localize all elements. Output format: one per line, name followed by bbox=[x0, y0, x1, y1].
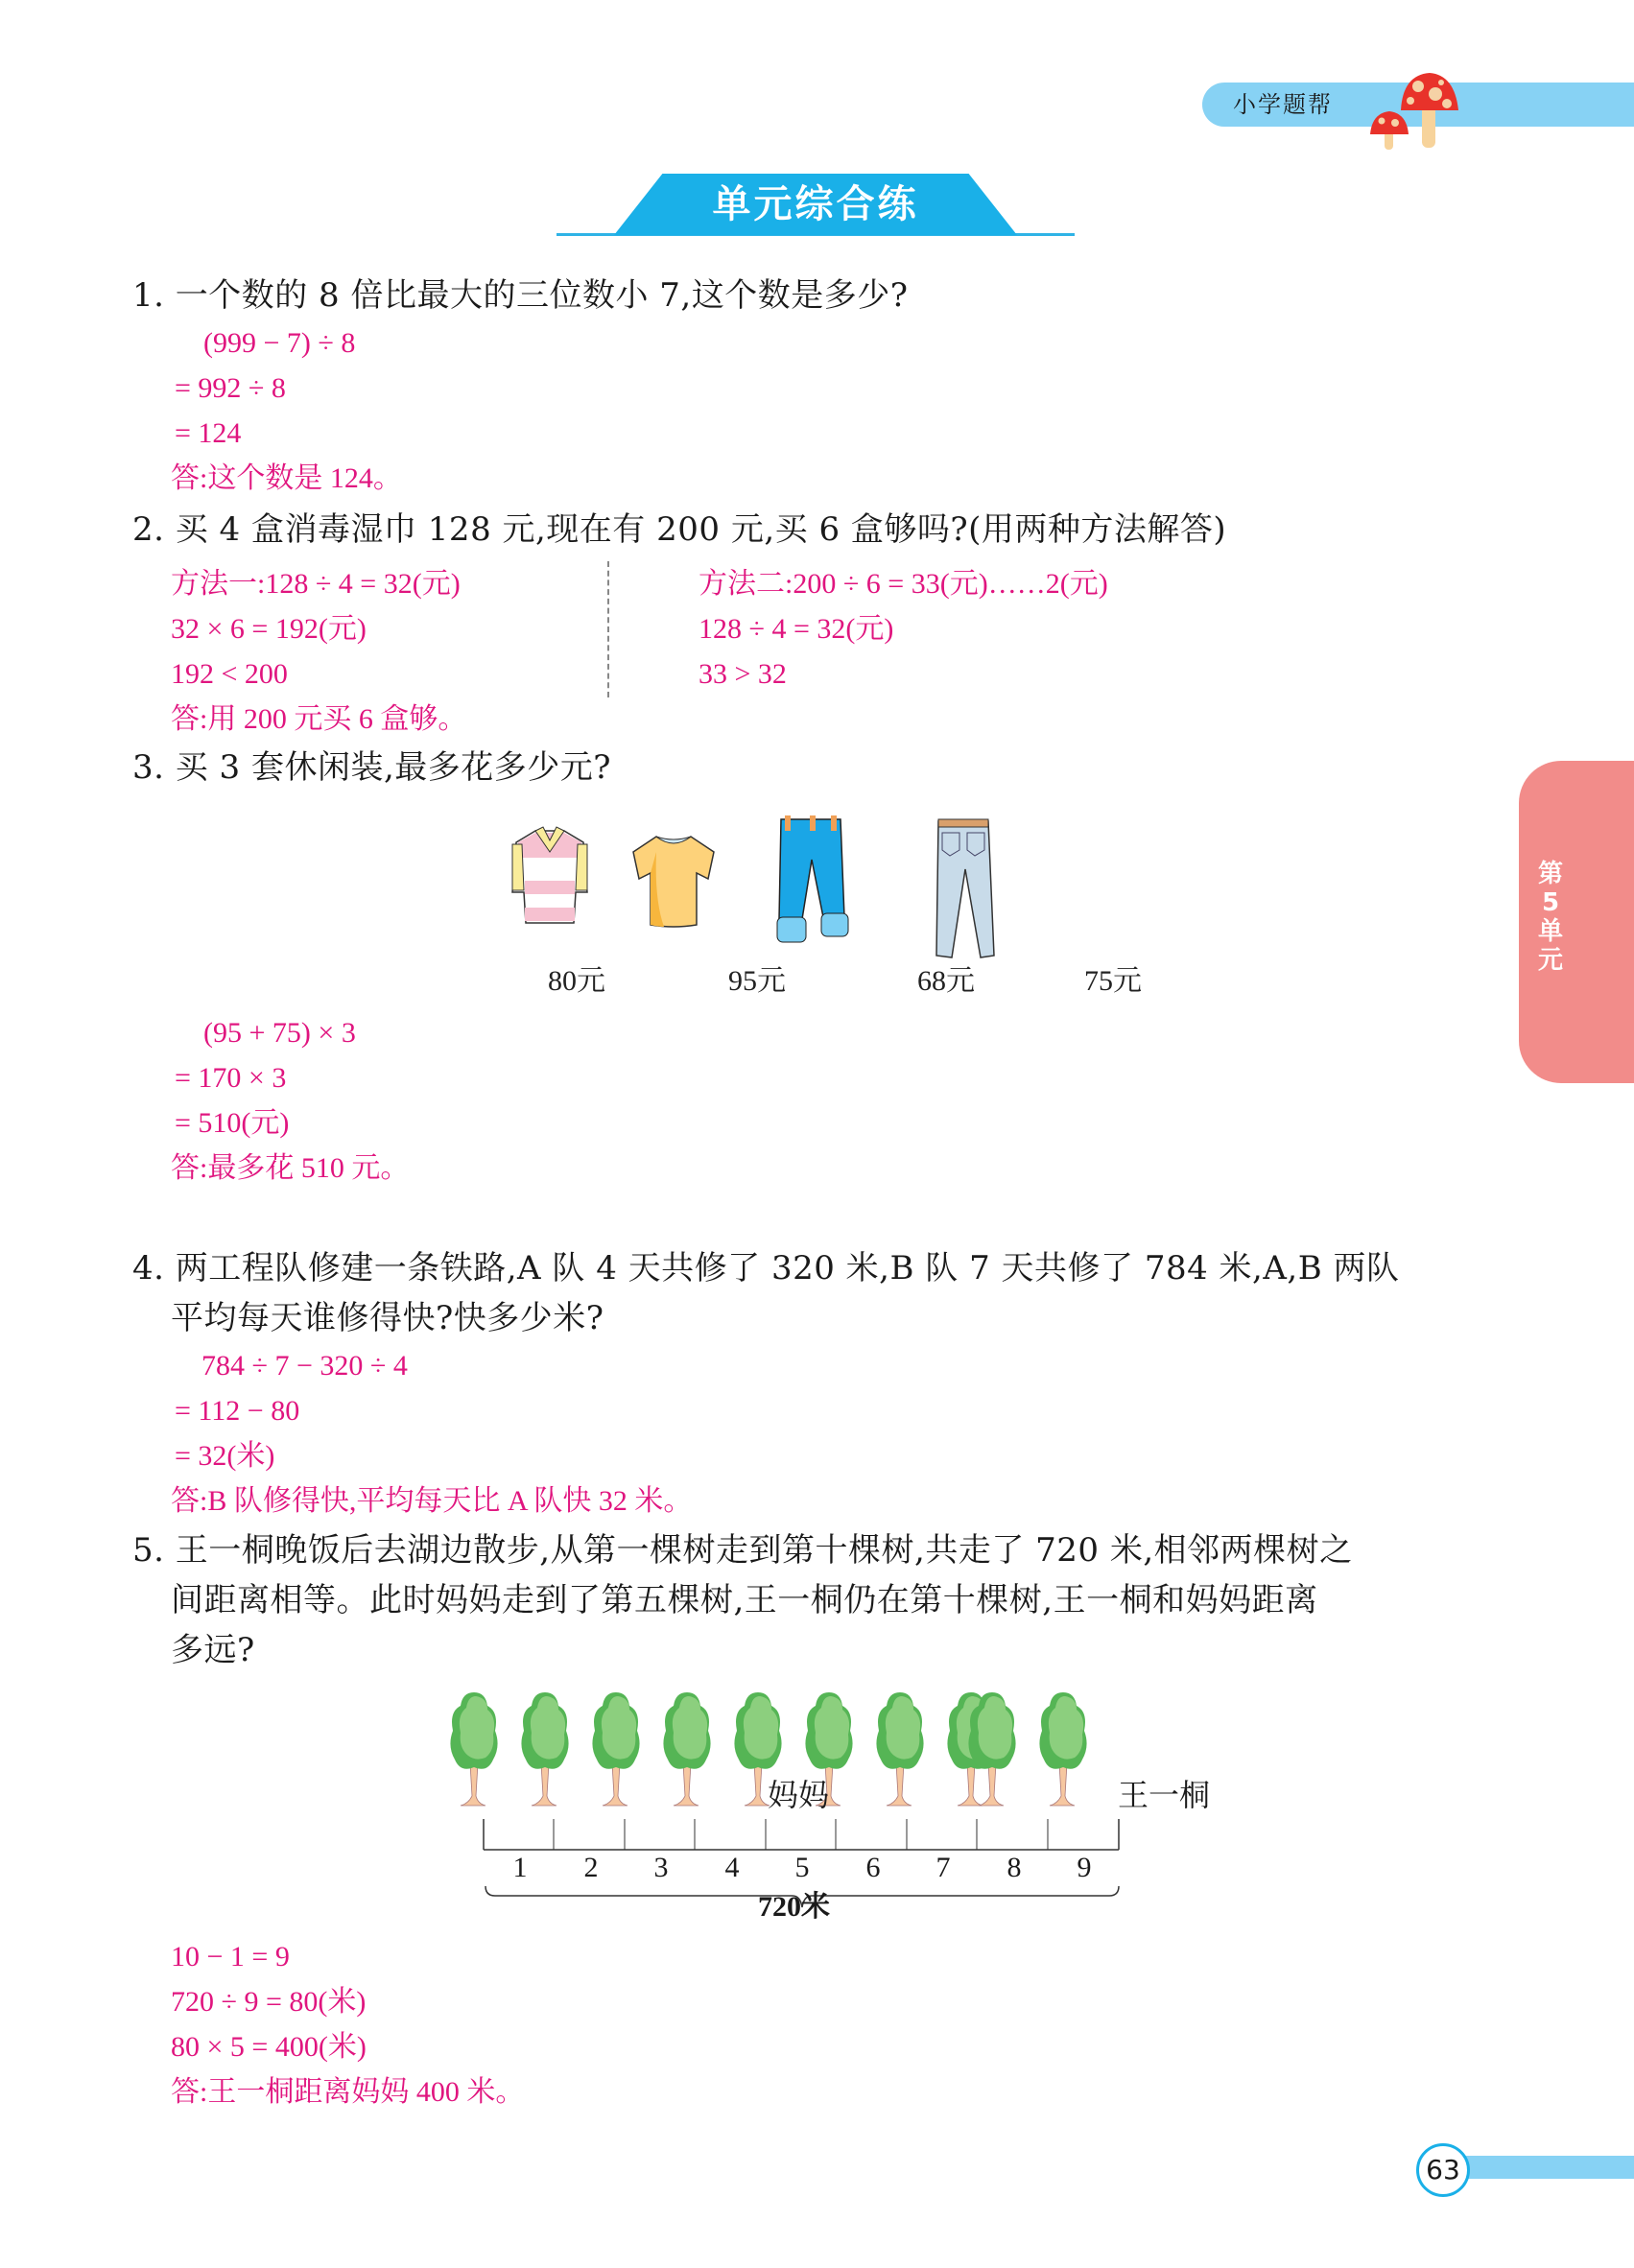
interval-label: 6 bbox=[865, 1852, 881, 1883]
unit-label-char: 5 bbox=[1541, 888, 1560, 917]
interval-label: 1 bbox=[512, 1852, 528, 1883]
q5-step: 80 × 5 = 400(米) bbox=[171, 2031, 367, 2063]
brand-name: 小学题帮 bbox=[1233, 91, 1333, 118]
q4-step: = 32(米) bbox=[175, 1440, 275, 1472]
question-4-line1: 4. 两工程队修建一条铁路,A 队 4 天共修了 320 米,B 队 7 天共修了 784 米,A,B 两队 bbox=[132, 1249, 1400, 1288]
q3-step: = 170 × 3 bbox=[175, 1062, 287, 1094]
interval-label: 9 bbox=[1077, 1852, 1092, 1883]
unit-label bbox=[1533, 860, 1568, 975]
light-blue-jeans-icon bbox=[925, 812, 1002, 961]
q2-method1-step: 32 × 6 = 192(元) bbox=[171, 613, 367, 645]
q2-answer: 答:用 200 元买 6 盒够。 bbox=[171, 703, 467, 735]
orange-t-shirt-icon bbox=[626, 823, 722, 931]
q4-step: = 112 − 80 bbox=[175, 1395, 300, 1427]
q2-method2-step: 33 > 32 bbox=[699, 658, 787, 690]
interval-label: 5 bbox=[794, 1852, 810, 1883]
q3-step: = 510(元) bbox=[175, 1107, 290, 1139]
q1-step: (999 − 7) ÷ 8 bbox=[203, 327, 356, 359]
mushroom-icon bbox=[1353, 58, 1468, 154]
q2-method1-step: 192 < 200 bbox=[171, 658, 288, 690]
unit-label-char: 单 bbox=[1537, 917, 1563, 946]
interval-label: 2 bbox=[583, 1852, 599, 1883]
question-5-line1: 5. 王一桐晚饭后去湖边散步,从第一棵树走到第十棵树,共走了 720 米,相邻两棵树之 bbox=[132, 1531, 1353, 1570]
q3-step: (95 + 75) × 3 bbox=[203, 1017, 356, 1049]
price-label: 80元 bbox=[548, 965, 605, 997]
interval-label: 8 bbox=[1006, 1852, 1022, 1883]
question-4-line2: 平均每天谁修得快?快多少米? bbox=[171, 1299, 604, 1337]
q2-method2-step: 128 ÷ 4 = 32(元) bbox=[699, 613, 894, 645]
interval-label: 3 bbox=[653, 1852, 669, 1883]
q2-method1-step: 方法一:128 ÷ 4 = 32(元) bbox=[171, 568, 461, 600]
price-label: 68元 bbox=[917, 965, 975, 997]
total-distance-label: 720米 bbox=[758, 1891, 830, 1923]
q1-step: = 124 bbox=[175, 417, 242, 449]
method-divider bbox=[607, 561, 609, 697]
q3-answer: 答:最多花 510 元。 bbox=[171, 1152, 410, 1184]
question-1: 1. 一个数的 8 倍比最大的三位数小 7,这个数是多少? bbox=[132, 276, 909, 315]
q5-answer: 答:王一桐距离妈妈 400 米。 bbox=[171, 2076, 525, 2108]
blue-jeans-rolled-icon bbox=[768, 812, 854, 948]
footer-bar bbox=[1458, 2156, 1634, 2179]
tree-9-icon bbox=[965, 1689, 1032, 1813]
tree-row bbox=[447, 1689, 1042, 1813]
q4-answer: 答:B 队修得快,平均每天比 A 队快 32 米。 bbox=[171, 1485, 693, 1517]
price-label: 75元 bbox=[1084, 965, 1142, 997]
q5-step: 720 ÷ 9 = 80(米) bbox=[171, 1986, 367, 2018]
q5-step: 10 − 1 = 9 bbox=[171, 1941, 290, 1973]
q4-step: 784 ÷ 7 − 320 ÷ 4 bbox=[201, 1350, 408, 1382]
wang-label: 王一桐 bbox=[1118, 1777, 1211, 1813]
page-number: 63 bbox=[1416, 2143, 1470, 2197]
interval-label: 7 bbox=[935, 1852, 951, 1883]
q1-step: = 992 ÷ 8 bbox=[175, 372, 286, 404]
q2-method2-step: 方法二:200 ÷ 6 = 33(元)……2(元) bbox=[699, 568, 1108, 600]
question-5-line2: 间距离相等。此时妈妈走到了第五棵树,王一桐仍在第十棵树,王一桐和妈妈距离 bbox=[171, 1581, 1318, 1619]
tree-10-icon bbox=[1036, 1689, 1103, 1813]
price-label: 95元 bbox=[728, 965, 786, 997]
unit-label-char: 第 bbox=[1537, 860, 1563, 888]
section-title: 单元综合练 bbox=[712, 182, 919, 226]
question-5-line3: 多远? bbox=[171, 1631, 255, 1669]
striped-polo-shirt-icon bbox=[507, 823, 593, 931]
mom-label: 妈妈 bbox=[768, 1777, 830, 1813]
interval-label: 4 bbox=[724, 1852, 740, 1883]
q1-answer: 答:这个数是 124。 bbox=[171, 462, 402, 494]
question-3: 3. 买 3 套休闲装,最多花多少元? bbox=[132, 748, 612, 787]
question-2: 2. 买 4 盒消毒湿巾 128 元,现在有 200 元,买 6 盒够吗?(用两种方法解答) bbox=[132, 510, 1227, 549]
unit-label-char: 元 bbox=[1537, 946, 1563, 975]
